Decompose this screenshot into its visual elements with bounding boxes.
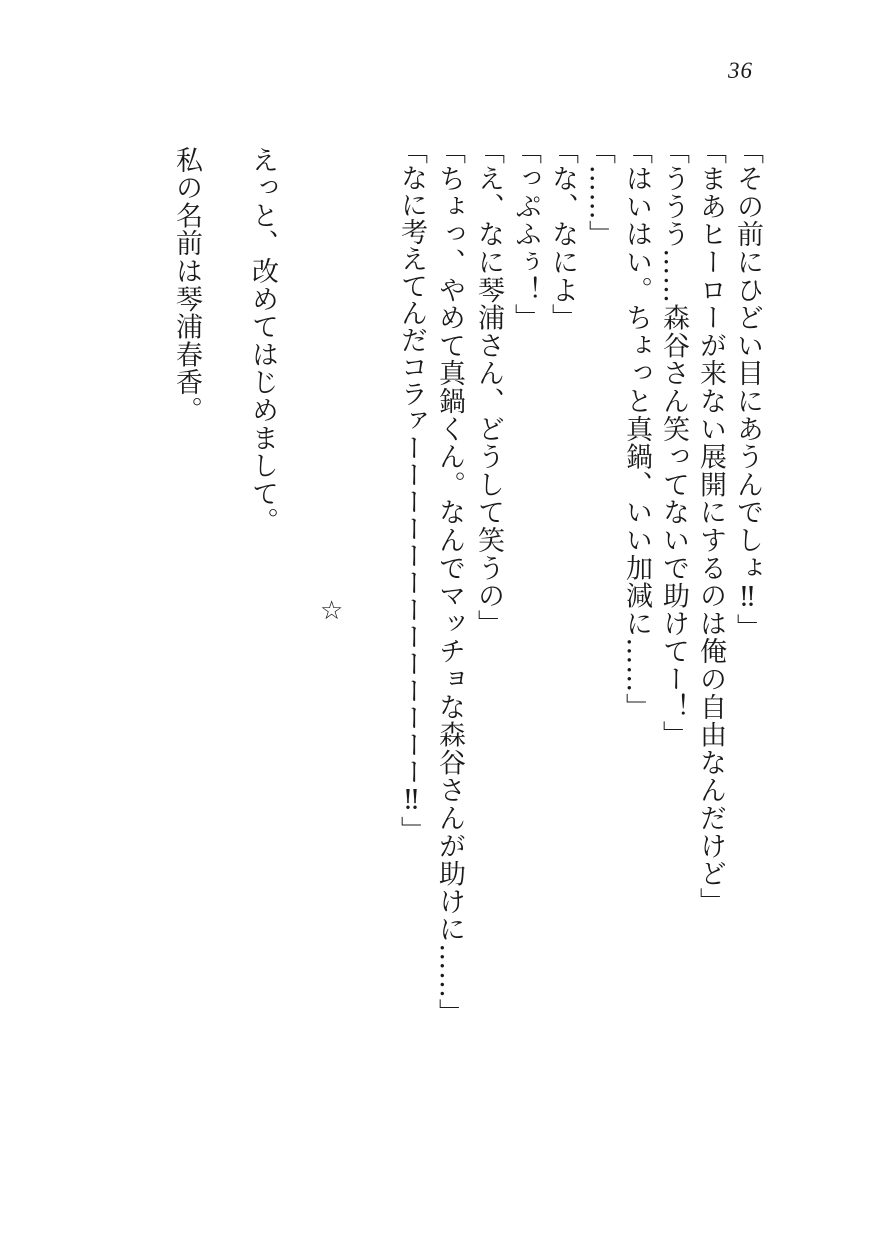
- dialogue-line-6: 「な、なによ」: [547, 137, 578, 332]
- dialogue-line-2: 「まあヒーローが来ない展開にするのは俺の自由なんだけど」: [695, 137, 726, 916]
- dialogue-line-8: 「え、なに琴浦さん、どうして笑うの」: [473, 137, 504, 638]
- dialogue-line-3: 「ううう……森谷さん笑ってないで助けてー！」: [658, 137, 689, 749]
- narration-line-1: えっと、改めてはじめまして。: [247, 146, 278, 536]
- dialogue-line-10: 「なに考えてんだコラァーーーーーーーーーーーーー‼︎」: [396, 137, 427, 843]
- dialogue-line-5: 「……」: [584, 137, 615, 249]
- dialogue-line-9: 「ちょっ、やめて真鍋くん。なんでマッチョな森谷さんが助けに……」: [434, 137, 465, 1027]
- narration-line-2: 私の名前は琴浦春香。: [171, 146, 202, 424]
- dialogue-line-1: 「その前にひどい目にあうんでしょ‼︎」: [732, 137, 763, 642]
- page-number: 36: [728, 58, 753, 83]
- dialogue-line-7: 「っぷふぅ！」: [510, 137, 541, 332]
- dialogue-line-4: 「はいはい。ちょっと真鍋、いい加減に……」: [621, 137, 652, 721]
- scene-break-star: ☆: [320, 596, 344, 626]
